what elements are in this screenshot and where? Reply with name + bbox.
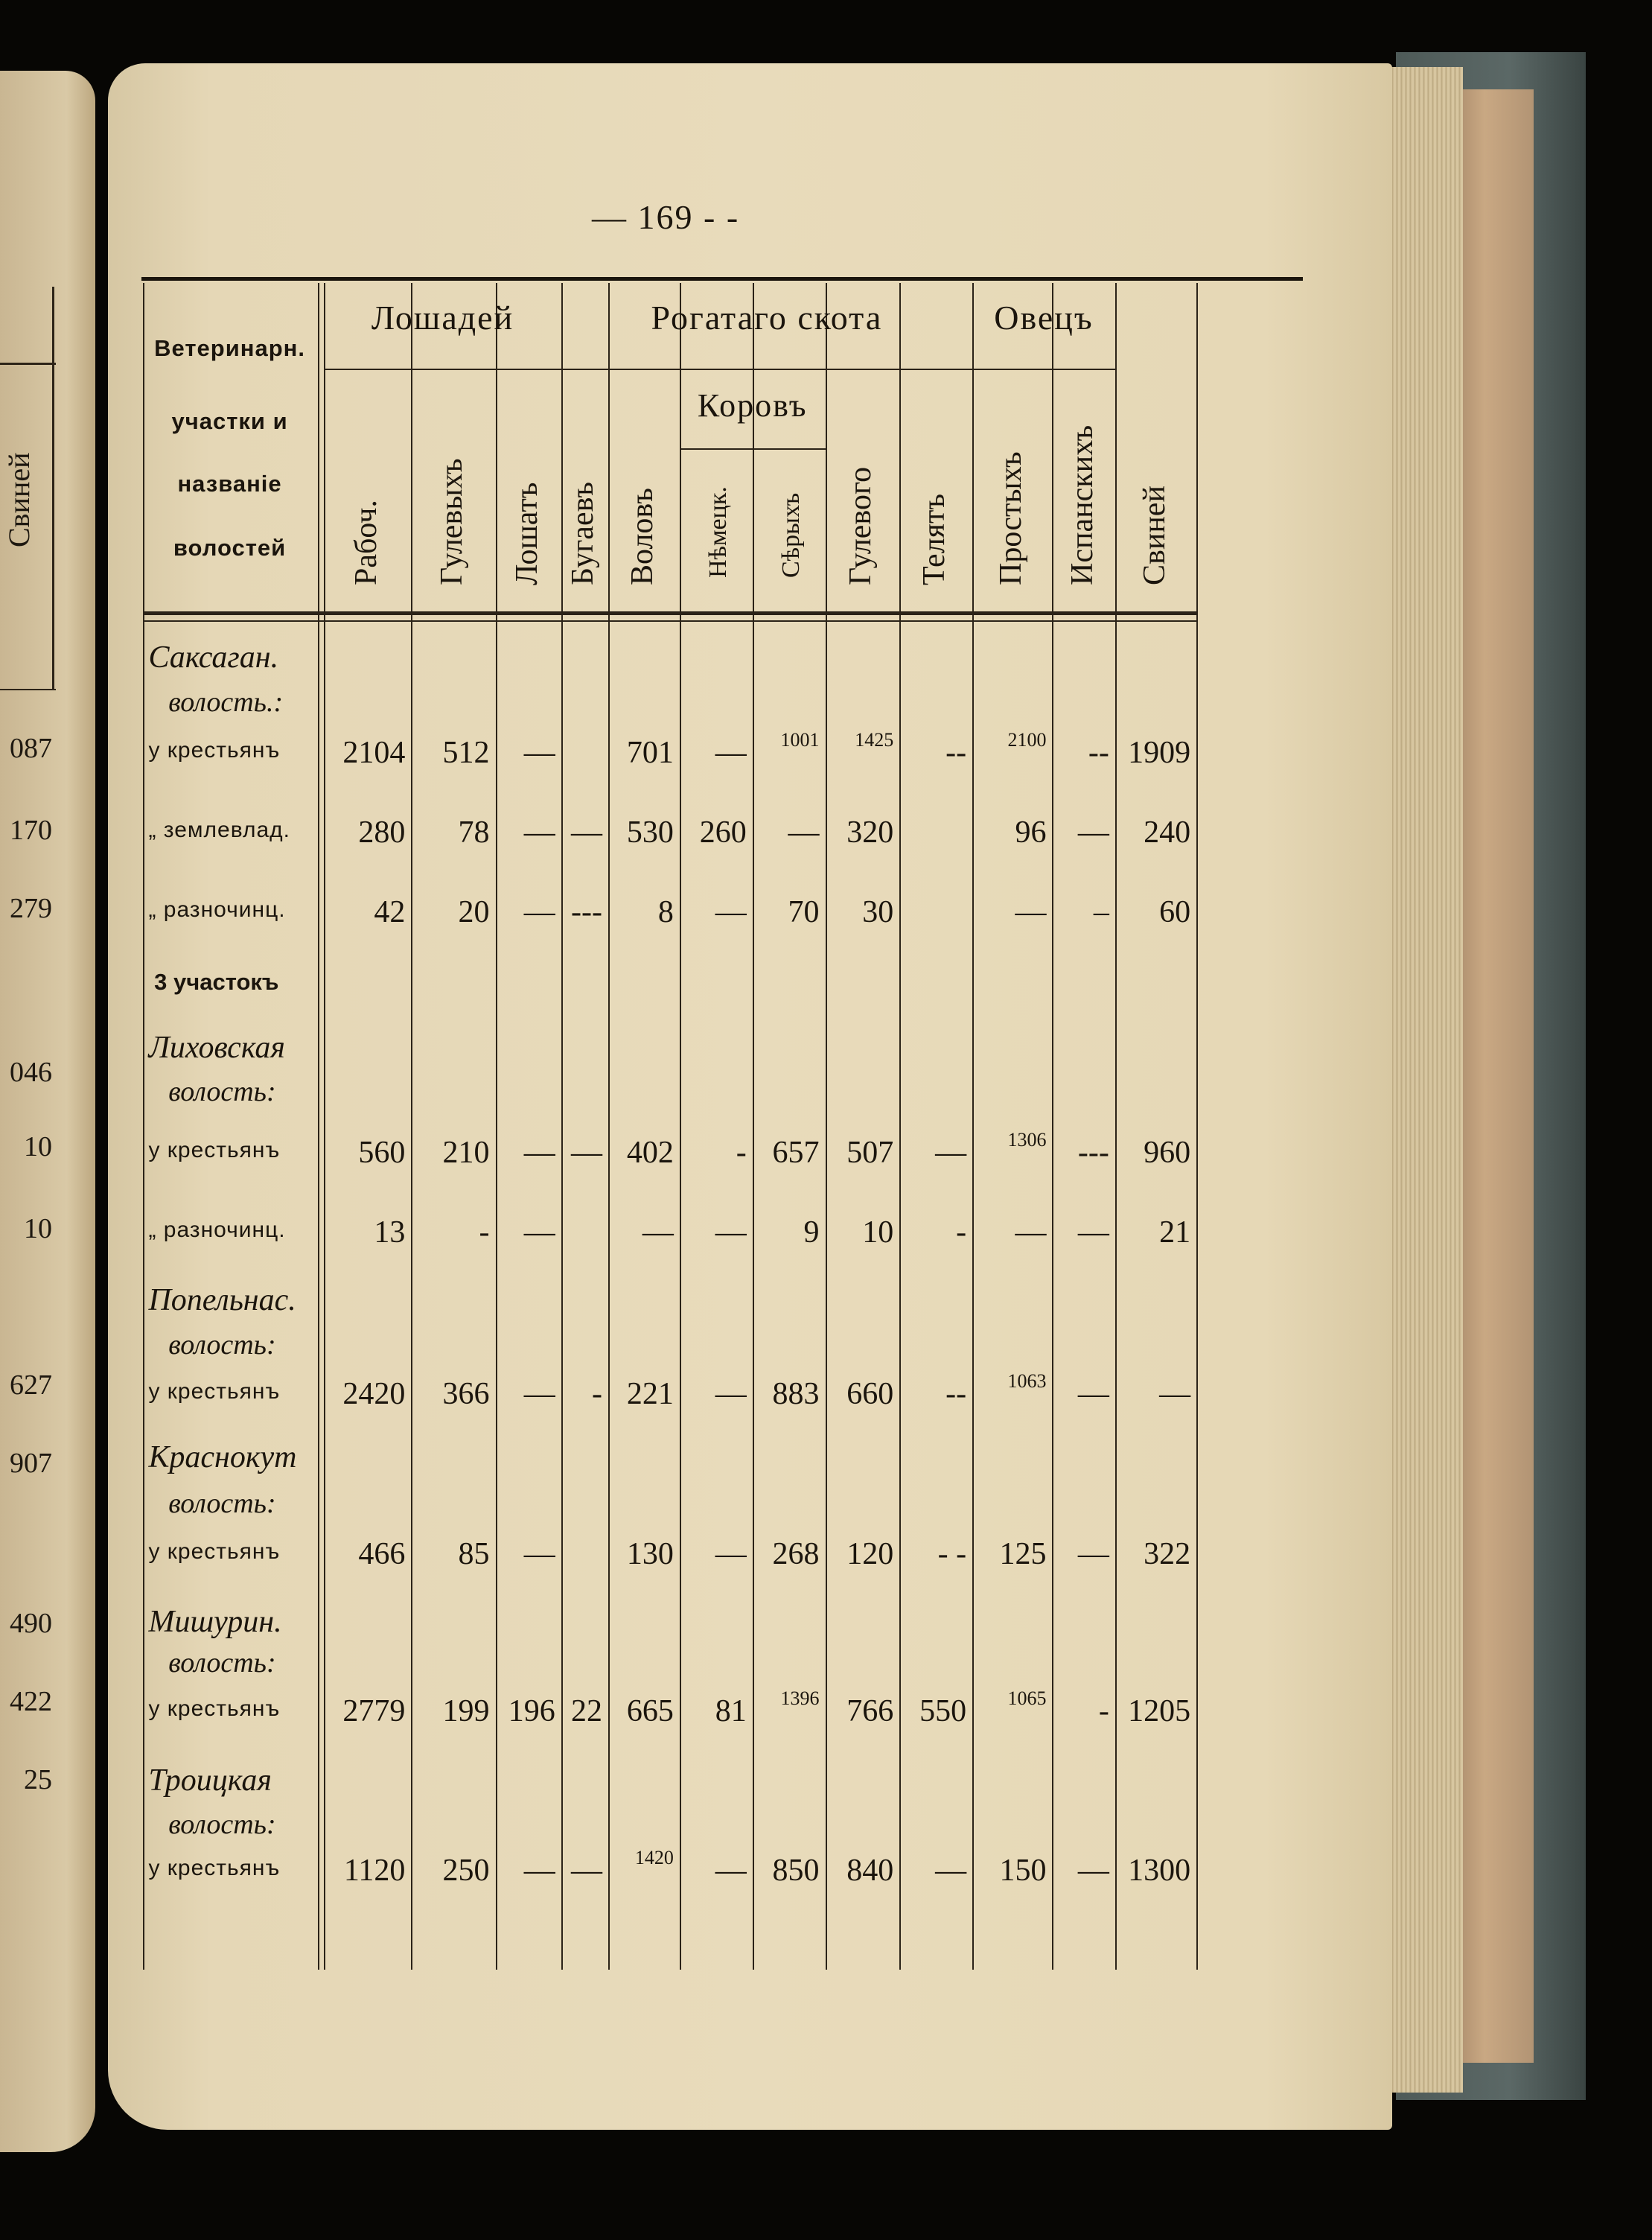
data-cell: 1909: [1128, 735, 1191, 770]
data-cell: —: [1077, 815, 1109, 850]
data-cell: 507: [846, 1135, 894, 1170]
data-cell: 322: [1144, 1536, 1191, 1571]
column-rule: [1196, 283, 1198, 1970]
data-cell: 1065: [1007, 1687, 1047, 1709]
column-rule: [753, 283, 754, 1970]
header-rule: [680, 448, 826, 450]
data-cell: ---: [571, 895, 602, 930]
data-cell: 550: [919, 1693, 967, 1728]
left-page-value: 422: [10, 1686, 52, 1717]
data-cell: 840: [846, 1854, 894, 1889]
data-cell: —: [715, 1536, 747, 1571]
data-cell: 1425: [855, 728, 894, 751]
data-cell: —: [523, 1536, 555, 1571]
stub-header-line: Ветеринарн.: [154, 334, 305, 361]
data-cell: 701: [626, 735, 674, 770]
data-cell: 512: [442, 735, 490, 770]
data-cell: 2779: [342, 1693, 406, 1728]
section-title: Троицкая: [148, 1763, 272, 1798]
data-cell: 20: [458, 895, 490, 930]
section-subtitle: волость:: [168, 1647, 276, 1679]
data-cell: --: [945, 735, 967, 770]
data-cell: 2420: [342, 1376, 406, 1411]
data-cell: 221: [626, 1376, 674, 1411]
data-cell: —: [523, 1854, 555, 1889]
section-title: 3 участокъ: [154, 969, 279, 996]
data-cell: 85: [458, 1536, 490, 1571]
left-page-rule: [52, 287, 54, 689]
data-cell: 560: [358, 1135, 406, 1170]
data-cell: —: [1015, 895, 1047, 930]
column-header: Лошатъ: [509, 482, 544, 586]
section-title: Краснокут: [148, 1440, 297, 1475]
left-page-value: 490: [10, 1608, 52, 1639]
data-cell: —: [571, 815, 602, 850]
data-cell: —: [715, 735, 747, 770]
data-cell: —: [715, 1376, 747, 1411]
main-page: [108, 63, 1392, 2130]
data-cell: -: [479, 1215, 490, 1250]
data-cell: —: [523, 1215, 555, 1250]
stub-header-line: участки и: [171, 407, 288, 434]
page-edges: [1385, 67, 1463, 2093]
data-cell: —: [523, 815, 555, 850]
column-header: Гулевыхъ: [434, 458, 469, 586]
page-number: — 169 - -: [592, 198, 740, 236]
column-header: Бугаевъ: [566, 482, 601, 586]
data-cell: 466: [358, 1536, 406, 1571]
left-page-rule: [0, 689, 56, 690]
data-cell: 268: [772, 1536, 820, 1571]
left-page-value: 25: [24, 1764, 52, 1795]
data-cell: 660: [846, 1376, 894, 1411]
data-cell: 78: [458, 815, 490, 850]
data-cell: —: [715, 1854, 747, 1889]
data-cell: —: [523, 735, 555, 770]
data-cell: 81: [715, 1693, 747, 1728]
data-cell: 1001: [780, 728, 820, 751]
left-page-value: 10: [24, 1131, 52, 1162]
section-subtitle: волость:: [168, 1487, 276, 1519]
left-page-value: 087: [10, 733, 52, 764]
data-cell: 22: [571, 1693, 602, 1728]
data-cell: 120: [846, 1536, 894, 1571]
row-label: „ разночинц.: [148, 1218, 286, 1243]
column-rule: [972, 283, 974, 1970]
data-cell: 883: [772, 1376, 820, 1411]
data-cell: 9: [803, 1215, 820, 1250]
left-page-value: 170: [10, 815, 52, 846]
stub-header-line: волостей: [173, 535, 287, 561]
left-page-value: 10: [24, 1213, 52, 1244]
row-label: у крестьянъ: [148, 737, 281, 763]
data-cell: 2104: [342, 735, 406, 770]
left-page-value: 046: [10, 1057, 52, 1088]
left-page-value: 907: [10, 1448, 52, 1479]
data-cell: 42: [374, 895, 406, 930]
data-cell: 210: [442, 1135, 490, 1170]
data-cell: —: [788, 815, 820, 850]
data-cell: -: [1098, 1693, 1109, 1728]
row-label: „ разночинц.: [148, 897, 286, 923]
section-title: Саксаган.: [148, 640, 279, 675]
header-rule: [143, 611, 1196, 615]
data-cell: 10: [862, 1215, 894, 1250]
data-cell: —: [523, 1135, 555, 1170]
cattle-group-header: Рогатаго скота: [651, 298, 883, 337]
column-rule: [318, 283, 319, 1970]
data-cell: 657: [772, 1135, 820, 1170]
column-header: Нѣмецк.: [704, 486, 732, 579]
left-facing-page: [0, 71, 95, 2152]
section-subtitle: волость:: [168, 1329, 276, 1361]
data-cell: 1306: [1007, 1128, 1047, 1151]
data-cell: --: [945, 1376, 967, 1411]
column-header: Простыхъ: [993, 451, 1028, 586]
section-title: Лиховская: [148, 1030, 285, 1065]
cows-group-header: Коровъ: [697, 386, 808, 424]
section-title: Попельнас.: [148, 1283, 296, 1318]
data-cell: 30: [862, 895, 894, 930]
data-cell: 280: [358, 815, 406, 850]
data-cell: 8: [657, 895, 674, 930]
data-cell: 125: [999, 1536, 1047, 1571]
cover-lining: [1452, 89, 1534, 2063]
data-cell: 320: [846, 815, 894, 850]
row-label: у крестьянъ: [148, 1539, 281, 1564]
data-cell: —: [523, 1376, 555, 1411]
header-rule: [324, 369, 561, 370]
data-cell: 1396: [780, 1687, 820, 1709]
header-rule: [561, 369, 972, 370]
data-cell: —: [1077, 1536, 1109, 1571]
data-cell: –: [1093, 895, 1109, 930]
left-page-value: 279: [10, 893, 52, 924]
row-label: у крестьянъ: [148, 1696, 281, 1721]
section-subtitle: волость.:: [168, 686, 284, 718]
header-rule: [972, 369, 1115, 370]
data-cell: 199: [442, 1693, 490, 1728]
row-label: у крестьянъ: [148, 1378, 281, 1404]
data-cell: -: [736, 1135, 747, 1170]
data-cell: 240: [1144, 815, 1191, 850]
row-label: „ землевлад.: [148, 818, 290, 843]
data-cell: 1063: [1007, 1369, 1047, 1392]
data-cell: —: [523, 895, 555, 930]
stub-header-line: названіе: [177, 471, 282, 497]
column-header: Сѣрыхъ: [776, 493, 805, 579]
data-cell: —: [571, 1135, 602, 1170]
column-header: Свиней: [1137, 486, 1172, 586]
header-rule: [143, 620, 1196, 622]
row-label: у крестьянъ: [148, 1856, 281, 1881]
column-header: Воловъ: [625, 488, 660, 586]
data-cell: -: [592, 1376, 602, 1411]
table-top-rule: [141, 277, 1303, 281]
data-cell: 960: [1144, 1135, 1191, 1170]
data-cell: -: [956, 1215, 967, 1250]
left-page-rule: [0, 363, 56, 365]
column-header: Рабоч.: [348, 500, 383, 586]
data-cell: 530: [626, 815, 674, 850]
data-cell: 260: [699, 815, 747, 850]
data-cell: 60: [1159, 895, 1191, 930]
data-cell: 1300: [1128, 1854, 1191, 1889]
data-cell: ---: [1077, 1135, 1109, 1170]
data-cell: --: [1088, 735, 1109, 770]
data-cell: 766: [846, 1693, 894, 1728]
data-cell: 1205: [1128, 1693, 1191, 1728]
data-cell: 196: [508, 1693, 555, 1728]
data-cell: —: [1015, 1215, 1047, 1250]
data-cell: 2100: [1007, 728, 1047, 751]
data-cell: 70: [788, 895, 820, 930]
horses-group-header: Лошадей: [371, 298, 514, 337]
data-cell: 150: [999, 1854, 1047, 1889]
data-cell: 96: [1015, 815, 1047, 850]
data-cell: 1420: [634, 1847, 674, 1869]
column-header: Испанскихъ: [1065, 425, 1100, 586]
data-cell: —: [715, 895, 747, 930]
data-cell: —: [1077, 1854, 1109, 1889]
data-cell: 13: [374, 1215, 406, 1250]
sheep-group-header: Овецъ: [994, 298, 1094, 337]
data-cell: - -: [937, 1536, 967, 1571]
left-page-value: 627: [10, 1369, 52, 1401]
data-cell: —: [642, 1215, 674, 1250]
column-header: Телятъ: [917, 494, 952, 586]
data-cell: —: [935, 1854, 967, 1889]
data-cell: —: [715, 1215, 747, 1250]
left-column-header: Свиней: [2, 452, 36, 547]
data-cell: 366: [442, 1376, 490, 1411]
data-cell: —: [571, 1854, 602, 1889]
data-cell: 250: [442, 1854, 490, 1889]
data-cell: —: [1159, 1376, 1191, 1411]
data-cell: 402: [626, 1135, 674, 1170]
data-cell: —: [1077, 1215, 1109, 1250]
data-cell: 850: [772, 1854, 820, 1889]
row-label: у крестьянъ: [148, 1137, 281, 1162]
section-title: Мишурин.: [148, 1604, 282, 1639]
data-cell: —: [935, 1135, 967, 1170]
section-subtitle: волость:: [168, 1076, 276, 1108]
data-cell: 1120: [343, 1854, 406, 1889]
data-cell: 665: [626, 1693, 674, 1728]
column-header: Гулевого: [843, 467, 878, 586]
section-subtitle: волость:: [168, 1809, 276, 1841]
data-cell: 130: [626, 1536, 674, 1571]
data-cell: —: [1077, 1376, 1109, 1411]
data-cell: 21: [1159, 1215, 1191, 1250]
